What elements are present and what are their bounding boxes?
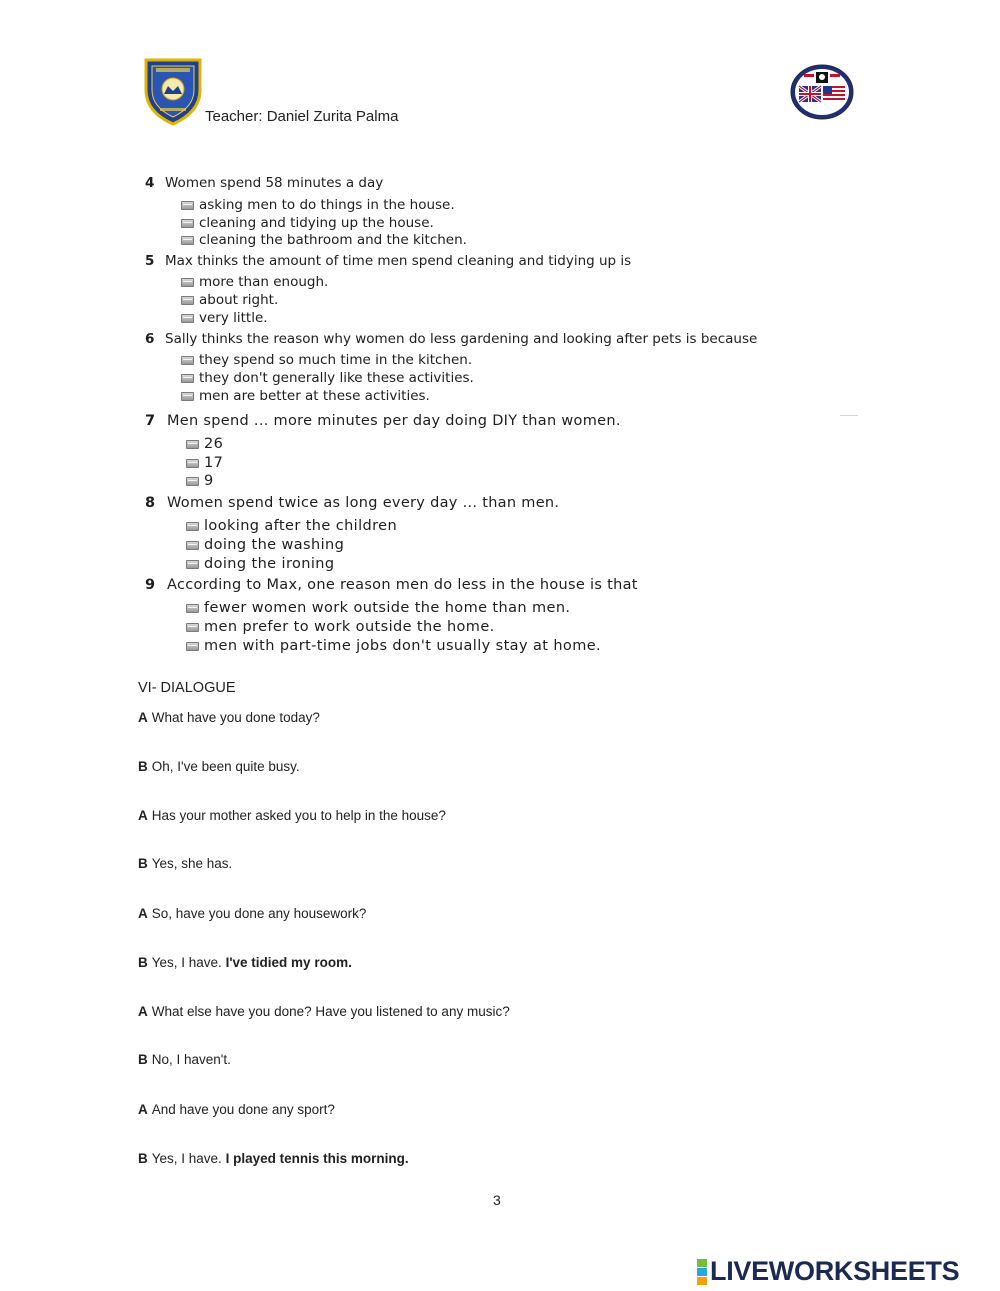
- checkbox-icon[interactable]: [186, 623, 199, 632]
- option-label: about right.: [199, 292, 279, 308]
- question-9: [145, 577, 638, 593]
- question-text: Sally thinks the reason why women do less gardening and looking after pets is because: [165, 331, 758, 347]
- speaker-label: B: [138, 955, 148, 970]
- dialogue-line: [138, 955, 352, 970]
- question-number: 4: [145, 175, 155, 191]
- q7-option-3[interactable]: [186, 473, 214, 489]
- question-number: 7: [145, 413, 156, 429]
- dialogue-line: [138, 906, 366, 921]
- question-4: [145, 175, 383, 191]
- question-7: [145, 413, 621, 429]
- dialogue-text: And have you done any sport?: [151, 1102, 335, 1117]
- option-label: asking men to do things in the house.: [199, 197, 455, 213]
- q7-option-2[interactable]: [186, 455, 223, 471]
- dialogue-text: So, have you done any housework?: [151, 906, 367, 921]
- speaker-label: A: [138, 906, 148, 921]
- checkbox-icon[interactable]: [186, 642, 199, 651]
- q4-option-1[interactable]: [181, 197, 455, 213]
- q7-option-1[interactable]: [186, 436, 223, 452]
- dialogue-answer: I've tidied my room.: [225, 955, 352, 970]
- option-label: doing the washing: [204, 537, 345, 553]
- speaker-label: B: [138, 1151, 148, 1166]
- liveworksheets-logo-icon: [697, 1259, 707, 1285]
- q5-option-3[interactable]: [181, 310, 268, 326]
- question-number: 5: [145, 253, 155, 269]
- option-label: 26: [204, 436, 224, 452]
- option-label: doing the ironing: [204, 556, 335, 572]
- speaker-label: A: [138, 808, 148, 823]
- section-title: VI- DIALOGUE: [138, 680, 236, 696]
- dialogue-text: What else have you done? Have you listened to any music?: [151, 1004, 510, 1019]
- checkbox-icon[interactable]: [181, 219, 194, 228]
- dialogue-text: What have you done today?: [151, 710, 320, 725]
- question-6: [145, 331, 757, 347]
- dialogue-answer: I played tennis this morning.: [225, 1151, 409, 1166]
- q8-option-2[interactable]: [186, 537, 344, 553]
- checkbox-icon[interactable]: [186, 560, 199, 569]
- q6-option-3[interactable]: [181, 388, 430, 404]
- question-number: 9: [145, 577, 156, 593]
- option-label: cleaning the bathroom and the kitchen.: [199, 232, 467, 248]
- checkbox-icon[interactable]: [181, 392, 194, 401]
- option-label: very little.: [199, 310, 268, 326]
- brand-text: LIVEWORKSHEETS: [710, 1256, 960, 1286]
- q6-option-2[interactable]: [181, 370, 474, 386]
- option-label: 9: [204, 473, 214, 489]
- dialogue-text: Yes, I have.: [151, 1151, 222, 1166]
- question-text: Max thinks the amount of time men spend cleaning and tidying up is: [165, 253, 632, 269]
- option-label: men prefer to work outside the home.: [204, 619, 495, 635]
- dialogue-line: [138, 710, 320, 725]
- option-label: 17: [204, 455, 224, 471]
- q9-option-1[interactable]: [186, 600, 570, 616]
- q4-option-3[interactable]: [181, 232, 467, 248]
- q5-option-2[interactable]: [181, 292, 278, 308]
- q4-option-2[interactable]: [181, 215, 434, 231]
- dialogue-line: [138, 1004, 510, 1019]
- dialogue-text: Has your mother asked you to help in the house?: [151, 808, 446, 823]
- checkbox-icon[interactable]: [181, 236, 194, 245]
- dialogue-text: Yes, I have.: [151, 955, 222, 970]
- speaker-label: B: [138, 1052, 148, 1067]
- question-number: 8: [145, 495, 156, 511]
- option-label: more than enough.: [199, 274, 329, 290]
- dialogue-line: [138, 808, 446, 823]
- checkbox-icon[interactable]: [181, 374, 194, 383]
- teacher-name: Teacher: Daniel Zurita Palma: [205, 108, 399, 125]
- q5-option-1[interactable]: [181, 274, 328, 290]
- school-crest-icon: [142, 56, 204, 126]
- page-number: 3: [493, 1192, 501, 1208]
- question-text: According to Max, one reason men do less in the house is that: [167, 577, 638, 593]
- dialogue-text: Oh, I've been quite busy.: [151, 759, 300, 774]
- dialogue-line: [138, 759, 300, 774]
- dialogue-text: No, I haven't.: [151, 1052, 231, 1067]
- q6-option-1[interactable]: [181, 352, 472, 368]
- dialogue-line: [138, 1151, 409, 1166]
- option-label: they spend so much time in the kitchen.: [199, 352, 473, 368]
- option-label: they don't generally like these activities.: [199, 370, 474, 386]
- speaker-label: A: [138, 710, 148, 725]
- speaker-label: B: [138, 759, 148, 774]
- q9-option-2[interactable]: [186, 619, 495, 635]
- q9-option-3[interactable]: [186, 638, 601, 654]
- question-text: Men spend ... more minutes per day doing DIY than women.: [167, 413, 621, 429]
- question-8: [145, 495, 559, 511]
- option-label: looking after the children: [204, 518, 398, 534]
- option-label: cleaning and tidying up the house.: [199, 215, 434, 231]
- checkbox-icon[interactable]: [186, 541, 199, 550]
- checkbox-icon[interactable]: [186, 440, 199, 449]
- divider: [840, 415, 858, 416]
- question-text: Women spend twice as long every day ... than men.: [167, 495, 560, 511]
- option-label: fewer women work outside the home than men.: [204, 600, 571, 616]
- uk-us-flags-logo-icon: [790, 64, 854, 120]
- speaker-label: A: [138, 1004, 148, 1019]
- question-text: Women spend 58 minutes a day: [165, 175, 384, 191]
- dialogue-line: [138, 1102, 335, 1117]
- dialogue-line: [138, 1052, 231, 1067]
- option-label: men are better at these activities.: [199, 388, 430, 404]
- speaker-label: B: [138, 856, 148, 871]
- checkbox-icon[interactable]: [181, 314, 194, 323]
- question-number: 6: [145, 331, 155, 347]
- dialogue-line: [138, 856, 232, 871]
- checkbox-icon[interactable]: [181, 356, 194, 365]
- checkbox-icon[interactable]: [181, 201, 194, 210]
- checkbox-icon[interactable]: [186, 522, 199, 531]
- option-label: men with part-time jobs don't usually stay at home.: [204, 638, 602, 654]
- checkbox-icon[interactable]: [181, 278, 194, 287]
- dialogue-text: Yes, she has.: [151, 856, 233, 871]
- liveworksheets-brand[interactable]: [697, 1256, 959, 1287]
- checkbox-icon[interactable]: [186, 604, 199, 613]
- q8-option-1[interactable]: [186, 518, 397, 534]
- speaker-label: A: [138, 1102, 148, 1117]
- checkbox-icon[interactable]: [181, 296, 194, 305]
- question-5: [145, 253, 631, 269]
- checkbox-icon[interactable]: [186, 477, 199, 486]
- q8-option-3[interactable]: [186, 556, 334, 572]
- checkbox-icon[interactable]: [186, 459, 199, 468]
